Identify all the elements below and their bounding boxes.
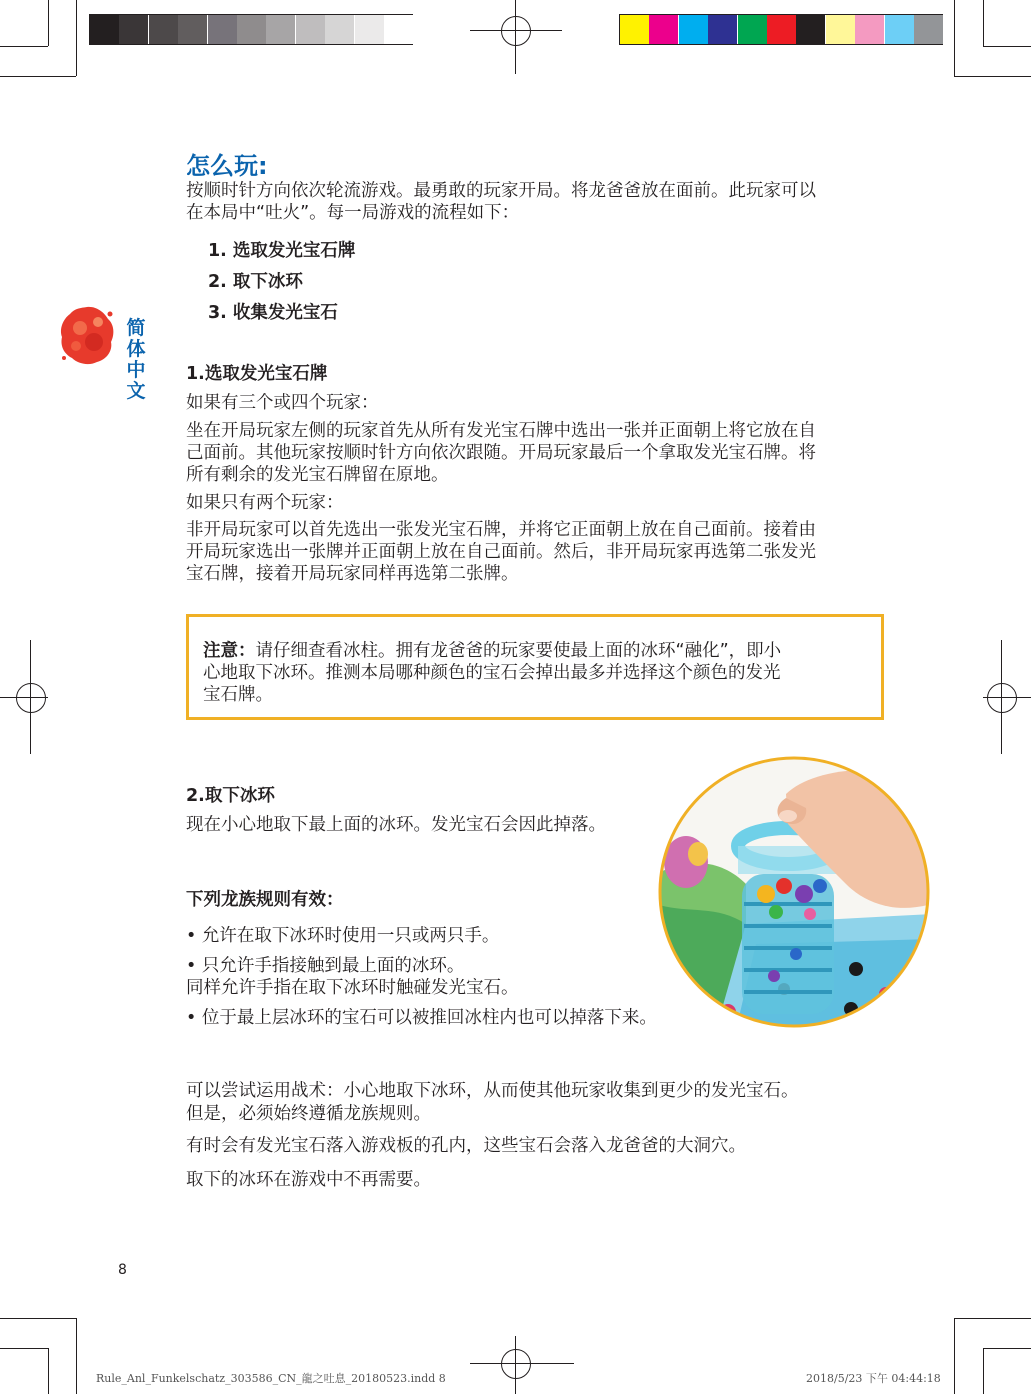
section-1-p1: 如果有三个或四个玩家：: [186, 393, 379, 413]
step-1: 1. 选取发光宝石牌: [208, 241, 356, 261]
crop-mark: [954, 0, 955, 76]
crop-mark: [0, 46, 48, 47]
language-tab-char: 中: [126, 359, 146, 381]
color-swatch: [90, 15, 119, 44]
crop-mark: [983, 46, 1031, 47]
section-1-p2-line-2: 己面前。其他玩家按顺时针方向依次跟随。开局玩家最后一个拿取发光宝石牌。将: [186, 443, 816, 463]
color-swatch: [914, 15, 943, 44]
language-tab-char: 体: [126, 338, 146, 360]
footer-file-info: Rule_Anl_Funkelschatz_303586_CN_龍之吐息_20180523.indd 8: [96, 1372, 446, 1385]
page-number: 8: [118, 1262, 127, 1278]
color-swatch: [296, 15, 325, 44]
note-line-3: 宝石牌。: [203, 685, 273, 705]
section-1-p2-line-3: 所有剩余的发光宝石牌留在原地。: [186, 465, 449, 485]
page-title: 怎么玩:: [186, 152, 268, 180]
crop-mark: [954, 1318, 955, 1394]
rules-heading: 下列龙族规则有效：: [186, 890, 344, 910]
crop-mark: [76, 0, 77, 76]
paint-splash-icon: [58, 304, 116, 366]
crop-mark: [0, 76, 76, 77]
crop-mark: [48, 1348, 49, 1394]
color-swatch: [149, 15, 178, 44]
language-tab: [124, 318, 148, 402]
color-swatch: [266, 15, 295, 44]
section-1-p4-line-3: 宝石牌，接着开局玩家同样再选第二张牌。: [186, 564, 519, 584]
color-swatch: [384, 15, 413, 44]
note-line-1: [203, 640, 781, 662]
note-text-1: 请仔细查看冰柱。拥有龙爸爸的玩家要使最上面的冰环“融化”，即小: [255, 641, 782, 661]
section-1-heading: 1.选取发光宝石牌: [186, 364, 328, 384]
language-tab-char: 简: [126, 317, 146, 339]
crop-mark: [0, 1318, 76, 1319]
color-swatch: [325, 15, 354, 44]
crop-mark: [983, 0, 984, 46]
crop-mark: [76, 1318, 77, 1394]
color-swatch: [826, 15, 855, 44]
crop-mark: [48, 0, 49, 46]
rule-2-cont: 同样允许手指在取下冰环时触碰发光宝石。: [186, 978, 519, 998]
crop-mark: [983, 1348, 1031, 1349]
section-2-heading: 2.取下冰环: [186, 786, 275, 806]
section-1-p3: 如果只有两个玩家：: [186, 493, 344, 513]
color-swatch: [620, 15, 649, 44]
color-swatch: [649, 15, 678, 44]
tactics-line-2: 但是，必须始终遵循龙族规则。: [186, 1104, 431, 1124]
footer-date: 2018/5/23 下午 04:44:18: [806, 1372, 941, 1385]
crop-mark: [0, 1348, 48, 1349]
color-swatch: [178, 15, 207, 44]
section-1-p4-line-1: 非开局玩家可以首先选出一张发光宝石牌，并将它正面朝上放在自己面前。接着由: [186, 520, 816, 540]
color-swatch: [738, 15, 767, 44]
color-swatch: [119, 15, 148, 44]
color-swatch: [855, 15, 884, 44]
crop-mark: [954, 76, 1031, 77]
color-swatch: [208, 15, 237, 44]
note-line-2: 心地取下冰环。推测本局哪种颜色的宝石会掉出最多并选择这个颜色的发光: [203, 663, 781, 683]
ice-tower-photo: [656, 754, 932, 1030]
color-swatch: [767, 15, 796, 44]
rule-2: • 只允许手指接触到最上面的冰环。: [186, 956, 465, 976]
intro-line-1: 按顺时针方向依次轮流游戏。最勇敢的玩家开局。将龙爸爸放在面前。此玩家可以: [186, 181, 816, 201]
crop-mark: [983, 1348, 984, 1394]
section-2-end-text: 取下的冰环在游戏中不再需要。: [186, 1170, 431, 1190]
crop-mark: [954, 1318, 1031, 1319]
language-tab-char: 文: [126, 380, 146, 402]
color-swatch: [796, 15, 825, 44]
note-label: 注意：: [203, 641, 256, 661]
color-swatch: [679, 15, 708, 44]
color-swatch: [885, 15, 914, 44]
intro-line-2: 在本局中“吐火”。每一局游戏的流程如下：: [186, 203, 520, 223]
language-tab-label: [124, 318, 148, 402]
section-2-p1: 现在小心地取下最上面的冰环。发光宝石会因此掉落。: [186, 815, 606, 835]
rule-3: • 位于最上层冰环的宝石可以被推回冰柱内也可以掉落下来。: [186, 1008, 657, 1028]
color-swatch: [708, 15, 737, 44]
color-swatch: [237, 15, 266, 44]
section-1-p4-line-2: 开局玩家选出一张牌并正面朝上放在自己面前。然后，非开局玩家再选第二张发光: [186, 542, 816, 562]
section-1-p2-line-1: 坐在开局玩家左侧的玩家首先从所有发光宝石牌中选出一张并正面朝上将它放在自: [186, 421, 816, 441]
step-2: 2. 取下冰环: [208, 272, 303, 292]
step-3: 3. 收集发光宝石: [208, 303, 338, 323]
rule-1: • 允许在取下冰环时使用一只或两只手。: [186, 926, 500, 946]
tactics-line-1: 可以尝试运用战术：小心地取下冰环，从而使其他玩家收集到更少的发光宝石。: [186, 1081, 799, 1101]
color-swatch: [355, 15, 384, 44]
section-2-hole-text: 有时会有发光宝石落入游戏板的孔内，这些宝石会落入龙爸爸的大洞穴。: [186, 1136, 746, 1156]
